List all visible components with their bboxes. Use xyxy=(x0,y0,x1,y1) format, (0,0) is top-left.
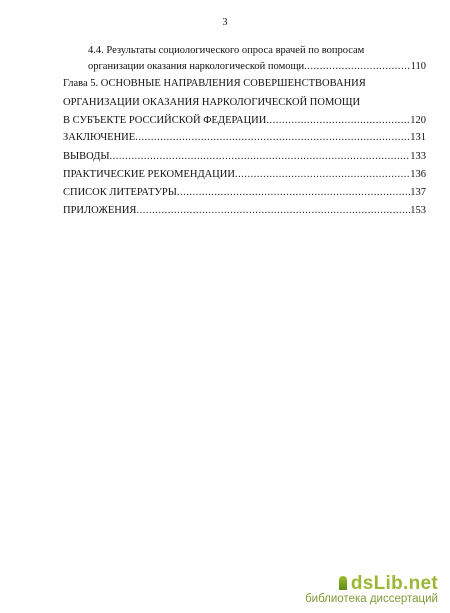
toc-item-page: 131 xyxy=(410,132,426,143)
toc-item-page: 110 xyxy=(410,61,426,72)
page-number: 3 xyxy=(222,17,228,28)
book-icon xyxy=(339,576,347,590)
toc-item-title: ПРИЛОЖЕНИЯ xyxy=(63,205,137,216)
toc-item-page: 136 xyxy=(410,169,426,180)
dot-leader xyxy=(266,114,410,128)
toc-bibliography[interactable] xyxy=(63,186,426,200)
toc-chapter-5-line-2: ОРГАНИЗАЦИИ ОКАЗАНИЯ НАРКОЛОГИЧЕСКОЙ ПОМОЩИ xyxy=(63,97,361,108)
toc-recommendations[interactable] xyxy=(63,168,426,182)
toc-item-page: 137 xyxy=(410,187,426,198)
toc-appendices[interactable] xyxy=(63,204,426,218)
toc-item-4-4[interactable] xyxy=(88,60,426,74)
watermark-tagline: библиотека диссертаций xyxy=(305,593,438,605)
toc-item-page: 120 xyxy=(410,115,426,126)
dot-leader xyxy=(235,168,410,182)
toc-item-title: В СУБЪЕКТЕ РОССИЙСКОЙ ФЕДЕРАЦИИ xyxy=(63,115,267,126)
toc-item-title: ВЫВОДЫ xyxy=(63,151,110,162)
toc-conclusion[interactable] xyxy=(63,131,426,145)
toc-findings[interactable] xyxy=(63,150,426,164)
toc-item-title: ПРАКТИЧЕСКИЕ РЕКОМЕНДАЦИИ xyxy=(63,169,235,180)
dot-leader xyxy=(135,131,410,145)
toc-chapter-5[interactable] xyxy=(63,114,426,128)
toc-chapter-5-line-1: Глава 5. ОСНОВНЫЕ НАПРАВЛЕНИЯ СОВЕРШЕНСТВОВАНИЯ xyxy=(63,78,366,89)
toc-item-4-4-line-1: 4.4. Результаты социологического опроса врачей по вопросам xyxy=(88,45,365,56)
dot-leader xyxy=(136,204,410,218)
toc-item-page: 153 xyxy=(410,205,426,216)
dslib-watermark xyxy=(305,573,438,605)
toc-item-title: СПИСОК ЛИТЕРАТУРЫ xyxy=(63,187,177,198)
dot-leader xyxy=(110,150,411,164)
toc-item-title: организации оказания наркологической помощи xyxy=(88,61,305,72)
watermark-logo xyxy=(305,573,438,595)
toc-item-title: ЗАКЛЮЧЕНИЕ xyxy=(63,132,136,143)
dot-leader xyxy=(177,186,410,200)
watermark-name: dsLib.net xyxy=(350,573,438,594)
toc-item-page: 133 xyxy=(410,151,426,162)
dot-leader xyxy=(304,60,410,74)
